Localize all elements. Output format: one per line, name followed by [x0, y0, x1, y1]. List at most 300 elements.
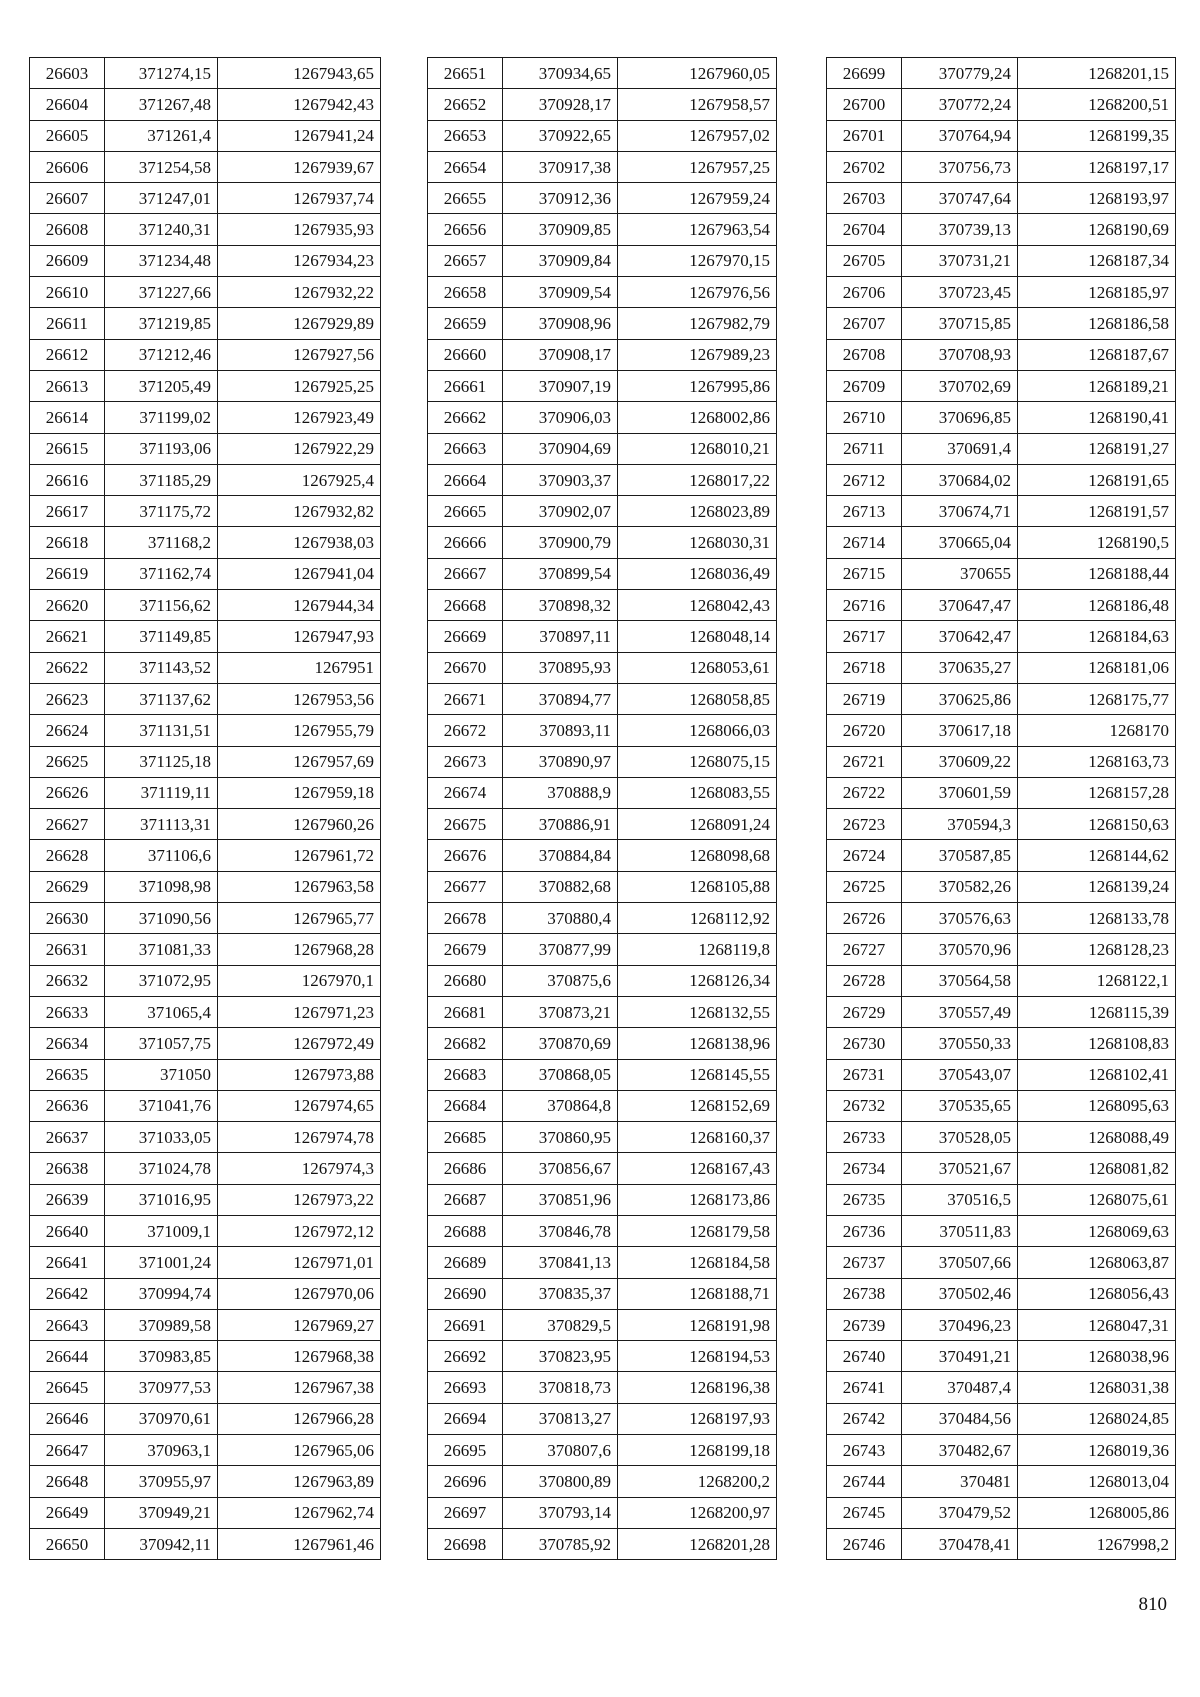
table-row [428, 370, 777, 401]
x-coordinate-cell: 371247,01 [105, 183, 218, 214]
table-row [428, 1341, 777, 1372]
x-coordinate-cell: 370502,46 [902, 1278, 1018, 1309]
point-id-cell: 26654 [428, 151, 503, 182]
y-coordinate-cell: 1268122,1 [1018, 965, 1176, 996]
point-id-cell: 26696 [428, 1466, 503, 1497]
point-id-cell: 26680 [428, 965, 503, 996]
point-id-cell: 26633 [30, 996, 105, 1027]
y-coordinate-cell: 1267974,65 [218, 1090, 381, 1121]
x-coordinate-cell: 371261,4 [105, 120, 218, 151]
x-coordinate-cell: 371254,58 [105, 151, 218, 182]
x-coordinate-cell: 371050 [105, 1059, 218, 1090]
table-row [827, 496, 1176, 527]
x-coordinate-cell: 370708,93 [902, 339, 1018, 370]
table-row [428, 809, 777, 840]
x-coordinate-cell: 371024,78 [105, 1153, 218, 1184]
x-coordinate-cell: 370903,37 [503, 464, 618, 495]
point-id-cell: 26661 [428, 370, 503, 401]
y-coordinate-cell: 1267966,28 [218, 1403, 381, 1434]
point-id-cell: 26690 [428, 1278, 503, 1309]
point-id-cell: 26684 [428, 1090, 503, 1121]
point-id-cell: 26687 [428, 1184, 503, 1215]
y-coordinate-cell: 1267925,4 [218, 464, 381, 495]
y-coordinate-cell: 1268102,41 [1018, 1059, 1176, 1090]
y-coordinate-cell: 1267934,23 [218, 245, 381, 276]
y-coordinate-cell: 1267922,29 [218, 433, 381, 464]
y-coordinate-cell: 1268030,31 [618, 527, 777, 558]
x-coordinate-cell: 370917,38 [503, 151, 618, 182]
x-coordinate-cell: 370528,05 [902, 1122, 1018, 1153]
table-row [428, 120, 777, 151]
y-coordinate-cell: 1268048,14 [618, 621, 777, 652]
point-id-cell: 26669 [428, 621, 503, 652]
y-coordinate-cell: 1268024,85 [1018, 1403, 1176, 1434]
point-id-cell: 26653 [428, 120, 503, 151]
x-coordinate-cell: 371156,62 [105, 590, 218, 621]
table-row [428, 1215, 777, 1246]
point-id-cell: 26617 [30, 496, 105, 527]
table-row [827, 527, 1176, 558]
x-coordinate-cell: 370835,37 [503, 1278, 618, 1309]
table-row [30, 683, 381, 714]
x-coordinate-cell: 370900,79 [503, 527, 618, 558]
x-coordinate-cell: 370665,04 [902, 527, 1018, 558]
y-coordinate-cell: 1268063,87 [1018, 1247, 1176, 1278]
y-coordinate-cell: 1268038,96 [1018, 1341, 1176, 1372]
point-id-cell: 26714 [827, 527, 902, 558]
point-id-cell: 26664 [428, 464, 503, 495]
point-id-cell: 26625 [30, 746, 105, 777]
table-row [827, 1341, 1176, 1372]
table-row [827, 1122, 1176, 1153]
y-coordinate-cell: 1268191,98 [618, 1309, 777, 1340]
x-coordinate-cell: 370908,17 [503, 339, 618, 370]
y-coordinate-cell: 1268179,58 [618, 1215, 777, 1246]
y-coordinate-cell: 1268058,85 [618, 683, 777, 714]
table-row [428, 277, 777, 308]
y-coordinate-cell: 1267970,06 [218, 1278, 381, 1309]
x-coordinate-cell: 371168,2 [105, 527, 218, 558]
x-coordinate-cell: 370601,59 [902, 777, 1018, 808]
point-id-cell: 26691 [428, 1309, 503, 1340]
table-row [827, 1247, 1176, 1278]
point-id-cell: 26723 [827, 809, 902, 840]
table-row [30, 1528, 381, 1559]
point-id-cell: 26712 [827, 464, 902, 495]
x-coordinate-cell: 371137,62 [105, 683, 218, 714]
point-id-cell: 26616 [30, 464, 105, 495]
table-row [30, 965, 381, 996]
point-id-cell: 26609 [30, 245, 105, 276]
x-coordinate-cell: 370496,23 [902, 1309, 1018, 1340]
y-coordinate-cell: 1268098,68 [618, 840, 777, 871]
table-row [30, 402, 381, 433]
point-id-cell: 26733 [827, 1122, 902, 1153]
table-row [30, 1028, 381, 1059]
x-coordinate-cell: 370977,53 [105, 1372, 218, 1403]
table-row [30, 214, 381, 245]
table-row [30, 1497, 381, 1528]
y-coordinate-cell: 1267937,74 [218, 183, 381, 214]
point-id-cell: 26647 [30, 1435, 105, 1466]
y-coordinate-cell: 1268075,15 [618, 746, 777, 777]
point-id-cell: 26713 [827, 496, 902, 527]
point-id-cell: 26741 [827, 1372, 902, 1403]
point-id-cell: 26736 [827, 1215, 902, 1246]
y-coordinate-cell: 1268186,48 [1018, 590, 1176, 621]
table-row [30, 183, 381, 214]
x-coordinate-cell: 370550,33 [902, 1028, 1018, 1059]
table-row [30, 58, 381, 89]
point-id-cell: 26644 [30, 1341, 105, 1372]
point-id-cell: 26607 [30, 183, 105, 214]
table-row [428, 590, 777, 621]
x-coordinate-cell: 370535,65 [902, 1090, 1018, 1121]
x-coordinate-cell: 371065,4 [105, 996, 218, 1027]
table-row [827, 1278, 1176, 1309]
point-id-cell: 26672 [428, 715, 503, 746]
table-row [827, 1466, 1176, 1497]
y-coordinate-cell: 1267959,18 [218, 777, 381, 808]
table-row [827, 996, 1176, 1027]
point-id-cell: 26631 [30, 934, 105, 965]
y-coordinate-cell: 1268170 [1018, 715, 1176, 746]
y-coordinate-cell: 1268194,53 [618, 1341, 777, 1372]
table-row [428, 903, 777, 934]
point-id-cell: 26746 [827, 1528, 902, 1559]
y-coordinate-cell: 1268036,49 [618, 558, 777, 589]
y-coordinate-cell: 1268105,88 [618, 871, 777, 902]
x-coordinate-cell: 370895,93 [503, 652, 618, 683]
table-row [827, 652, 1176, 683]
table-row [428, 1278, 777, 1309]
y-coordinate-cell: 1267963,89 [218, 1466, 381, 1497]
y-coordinate-cell: 1267973,22 [218, 1184, 381, 1215]
x-coordinate-cell: 370860,95 [503, 1122, 618, 1153]
y-coordinate-cell: 1268010,21 [618, 433, 777, 464]
point-id-cell: 26675 [428, 809, 503, 840]
y-coordinate-cell: 1268150,63 [1018, 809, 1176, 840]
table-row [428, 1184, 777, 1215]
point-id-cell: 26734 [827, 1153, 902, 1184]
x-coordinate-cell: 370723,45 [902, 277, 1018, 308]
point-id-cell: 26662 [428, 402, 503, 433]
table-row [30, 308, 381, 339]
point-id-cell: 26729 [827, 996, 902, 1027]
y-coordinate-cell: 1268112,92 [618, 903, 777, 934]
x-coordinate-cell: 371219,85 [105, 308, 218, 339]
table-row [827, 1059, 1176, 1090]
y-coordinate-cell: 1268075,61 [1018, 1184, 1176, 1215]
y-coordinate-cell: 1267958,57 [618, 89, 777, 120]
table-row [30, 715, 381, 746]
y-coordinate-cell: 1267943,65 [218, 58, 381, 89]
table-row [428, 1435, 777, 1466]
point-id-cell: 26716 [827, 590, 902, 621]
point-id-cell: 26604 [30, 89, 105, 120]
point-id-cell: 26641 [30, 1247, 105, 1278]
point-id-cell: 26740 [827, 1341, 902, 1372]
x-coordinate-cell: 370908,96 [503, 308, 618, 339]
y-coordinate-cell: 1267963,58 [218, 871, 381, 902]
y-coordinate-cell: 1268023,89 [618, 496, 777, 527]
x-coordinate-cell: 371199,02 [105, 402, 218, 433]
y-coordinate-cell: 1267925,25 [218, 370, 381, 401]
point-id-cell: 26622 [30, 652, 105, 683]
x-coordinate-cell: 370478,41 [902, 1528, 1018, 1559]
table-row [428, 1466, 777, 1497]
y-coordinate-cell: 1268017,22 [618, 464, 777, 495]
x-coordinate-cell: 371057,75 [105, 1028, 218, 1059]
point-id-cell: 26626 [30, 777, 105, 808]
y-coordinate-cell: 1268152,69 [618, 1090, 777, 1121]
table-row [428, 558, 777, 589]
point-id-cell: 26724 [827, 840, 902, 871]
x-coordinate-cell: 370909,85 [503, 214, 618, 245]
table-row [30, 1090, 381, 1121]
point-id-cell: 26656 [428, 214, 503, 245]
table-row [30, 1059, 381, 1090]
y-coordinate-cell: 1268081,82 [1018, 1153, 1176, 1184]
point-id-cell: 26681 [428, 996, 503, 1027]
y-coordinate-cell: 1267960,05 [618, 58, 777, 89]
point-id-cell: 26659 [428, 308, 503, 339]
table-body [827, 58, 1176, 1560]
x-coordinate-cell: 370994,74 [105, 1278, 218, 1309]
table-row [827, 965, 1176, 996]
x-coordinate-cell: 370764,94 [902, 120, 1018, 151]
point-id-cell: 26719 [827, 683, 902, 714]
table-row [428, 715, 777, 746]
table-row [827, 1372, 1176, 1403]
point-id-cell: 26721 [827, 746, 902, 777]
y-coordinate-cell: 1267974,78 [218, 1122, 381, 1153]
point-id-cell: 26658 [428, 277, 503, 308]
y-coordinate-cell: 1268201,28 [618, 1528, 777, 1559]
point-id-cell: 26650 [30, 1528, 105, 1559]
x-coordinate-cell: 370570,96 [902, 934, 1018, 965]
x-coordinate-cell: 370928,17 [503, 89, 618, 120]
y-coordinate-cell: 1268189,21 [1018, 370, 1176, 401]
table-row [428, 89, 777, 120]
y-coordinate-cell: 1267970,15 [618, 245, 777, 276]
table-row [30, 1403, 381, 1434]
table-row [827, 308, 1176, 339]
point-id-cell: 26632 [30, 965, 105, 996]
x-coordinate-cell: 371016,95 [105, 1184, 218, 1215]
table-row [827, 370, 1176, 401]
x-coordinate-cell: 370818,73 [503, 1372, 618, 1403]
x-coordinate-cell: 370955,97 [105, 1466, 218, 1497]
x-coordinate-cell: 370793,14 [503, 1497, 618, 1528]
point-id-cell: 26605 [30, 120, 105, 151]
y-coordinate-cell: 1267972,49 [218, 1028, 381, 1059]
table-body [30, 58, 381, 1560]
x-coordinate-cell: 370823,95 [503, 1341, 618, 1372]
table-row [428, 245, 777, 276]
point-id-cell: 26692 [428, 1341, 503, 1372]
table-row [827, 1153, 1176, 1184]
point-id-cell: 26651 [428, 58, 503, 89]
y-coordinate-cell: 1267965,06 [218, 1435, 381, 1466]
y-coordinate-cell: 1267974,3 [218, 1153, 381, 1184]
y-coordinate-cell: 1267941,24 [218, 120, 381, 151]
y-coordinate-cell: 1267955,79 [218, 715, 381, 746]
y-coordinate-cell: 1267961,46 [218, 1528, 381, 1559]
table-row [827, 840, 1176, 871]
x-coordinate-cell: 370772,24 [902, 89, 1018, 120]
x-coordinate-cell: 370856,67 [503, 1153, 618, 1184]
y-coordinate-cell: 1268200,2 [618, 1466, 777, 1497]
x-coordinate-cell: 370897,11 [503, 621, 618, 652]
point-id-cell: 26646 [30, 1403, 105, 1434]
x-coordinate-cell: 370963,1 [105, 1435, 218, 1466]
point-id-cell: 26667 [428, 558, 503, 589]
table-row [30, 496, 381, 527]
point-id-cell: 26615 [30, 433, 105, 464]
x-coordinate-cell: 370899,54 [503, 558, 618, 589]
y-coordinate-cell: 1268167,43 [618, 1153, 777, 1184]
point-id-cell: 26665 [428, 496, 503, 527]
point-id-cell: 26722 [827, 777, 902, 808]
table-row [30, 996, 381, 1027]
x-coordinate-cell: 370543,07 [902, 1059, 1018, 1090]
point-id-cell: 26678 [428, 903, 503, 934]
point-id-cell: 26689 [428, 1247, 503, 1278]
y-coordinate-cell: 1268186,58 [1018, 308, 1176, 339]
point-id-cell: 26715 [827, 558, 902, 589]
x-coordinate-cell: 370912,36 [503, 183, 618, 214]
x-coordinate-cell: 370800,89 [503, 1466, 618, 1497]
y-coordinate-cell: 1267953,56 [218, 683, 381, 714]
table-row [30, 527, 381, 558]
point-id-cell: 26695 [428, 1435, 503, 1466]
table-row [827, 1090, 1176, 1121]
table-row [428, 1403, 777, 1434]
point-id-cell: 26618 [30, 527, 105, 558]
table-row [827, 1309, 1176, 1340]
y-coordinate-cell: 1268133,78 [1018, 903, 1176, 934]
x-coordinate-cell: 371041,76 [105, 1090, 218, 1121]
table-row [30, 1247, 381, 1278]
point-id-cell: 26608 [30, 214, 105, 245]
point-id-cell: 26702 [827, 151, 902, 182]
point-id-cell: 26709 [827, 370, 902, 401]
point-id-cell: 26698 [428, 1528, 503, 1559]
y-coordinate-cell: 1268187,67 [1018, 339, 1176, 370]
point-id-cell: 26621 [30, 621, 105, 652]
point-id-cell: 26697 [428, 1497, 503, 1528]
x-coordinate-cell: 370617,18 [902, 715, 1018, 746]
table-row [827, 1215, 1176, 1246]
point-id-cell: 26711 [827, 433, 902, 464]
table-row [428, 1090, 777, 1121]
point-id-cell: 26642 [30, 1278, 105, 1309]
point-id-cell: 26744 [827, 1466, 902, 1497]
x-coordinate-cell: 371001,24 [105, 1247, 218, 1278]
x-coordinate-cell: 371274,15 [105, 58, 218, 89]
table-row [827, 1403, 1176, 1434]
y-coordinate-cell: 1268145,55 [618, 1059, 777, 1090]
y-coordinate-cell: 1268056,43 [1018, 1278, 1176, 1309]
y-coordinate-cell: 1267989,23 [618, 339, 777, 370]
table-row [428, 1247, 777, 1278]
x-coordinate-cell: 371081,33 [105, 934, 218, 965]
table-row [827, 58, 1176, 89]
x-coordinate-cell: 370479,52 [902, 1497, 1018, 1528]
y-coordinate-cell: 1268175,77 [1018, 683, 1176, 714]
table-row [428, 965, 777, 996]
y-coordinate-cell: 1268173,86 [618, 1184, 777, 1215]
x-coordinate-cell: 371267,48 [105, 89, 218, 120]
table-row [428, 464, 777, 495]
table-row [30, 245, 381, 276]
point-id-cell: 26671 [428, 683, 503, 714]
x-coordinate-cell: 370594,3 [902, 809, 1018, 840]
point-id-cell: 26637 [30, 1122, 105, 1153]
y-coordinate-cell: 1267971,23 [218, 996, 381, 1027]
point-id-cell: 26635 [30, 1059, 105, 1090]
y-coordinate-cell: 1267965,77 [218, 903, 381, 934]
table-row [428, 1153, 777, 1184]
x-coordinate-cell: 371072,95 [105, 965, 218, 996]
point-id-cell: 26624 [30, 715, 105, 746]
x-coordinate-cell: 370756,73 [902, 151, 1018, 182]
point-id-cell: 26613 [30, 370, 105, 401]
x-coordinate-cell: 370882,68 [503, 871, 618, 902]
x-coordinate-cell: 370884,84 [503, 840, 618, 871]
table-row [428, 1059, 777, 1090]
y-coordinate-cell: 1268047,31 [1018, 1309, 1176, 1340]
point-id-cell: 26735 [827, 1184, 902, 1215]
table-row [30, 621, 381, 652]
point-id-cell: 26655 [428, 183, 503, 214]
x-coordinate-cell: 370582,26 [902, 871, 1018, 902]
x-coordinate-cell: 370487,4 [902, 1372, 1018, 1403]
x-coordinate-cell: 370482,67 [902, 1435, 1018, 1466]
table-row [827, 903, 1176, 934]
y-coordinate-cell: 1267961,72 [218, 840, 381, 871]
point-id-cell: 26627 [30, 809, 105, 840]
table-row [428, 871, 777, 902]
point-id-cell: 26743 [827, 1435, 902, 1466]
x-coordinate-cell: 370674,71 [902, 496, 1018, 527]
y-coordinate-cell: 1268190,5 [1018, 527, 1176, 558]
y-coordinate-cell: 1268191,27 [1018, 433, 1176, 464]
point-id-cell: 26720 [827, 715, 902, 746]
coordinate-table-3 [826, 57, 1176, 1560]
y-coordinate-cell: 1267938,03 [218, 527, 381, 558]
point-id-cell: 26699 [827, 58, 902, 89]
x-coordinate-cell: 371212,46 [105, 339, 218, 370]
x-coordinate-cell: 371106,6 [105, 840, 218, 871]
x-coordinate-cell: 370829,5 [503, 1309, 618, 1340]
table-row [827, 183, 1176, 214]
x-coordinate-cell: 370873,21 [503, 996, 618, 1027]
y-coordinate-cell: 1267972,12 [218, 1215, 381, 1246]
y-coordinate-cell: 1268091,24 [618, 809, 777, 840]
table-row [428, 308, 777, 339]
y-coordinate-cell: 1268199,18 [618, 1435, 777, 1466]
table-row [30, 1278, 381, 1309]
table-row [827, 433, 1176, 464]
point-id-cell: 26731 [827, 1059, 902, 1090]
x-coordinate-cell: 370902,07 [503, 496, 618, 527]
point-id-cell: 26676 [428, 840, 503, 871]
y-coordinate-cell: 1268132,55 [618, 996, 777, 1027]
y-coordinate-cell: 1267968,38 [218, 1341, 381, 1372]
y-coordinate-cell: 1267967,38 [218, 1372, 381, 1403]
